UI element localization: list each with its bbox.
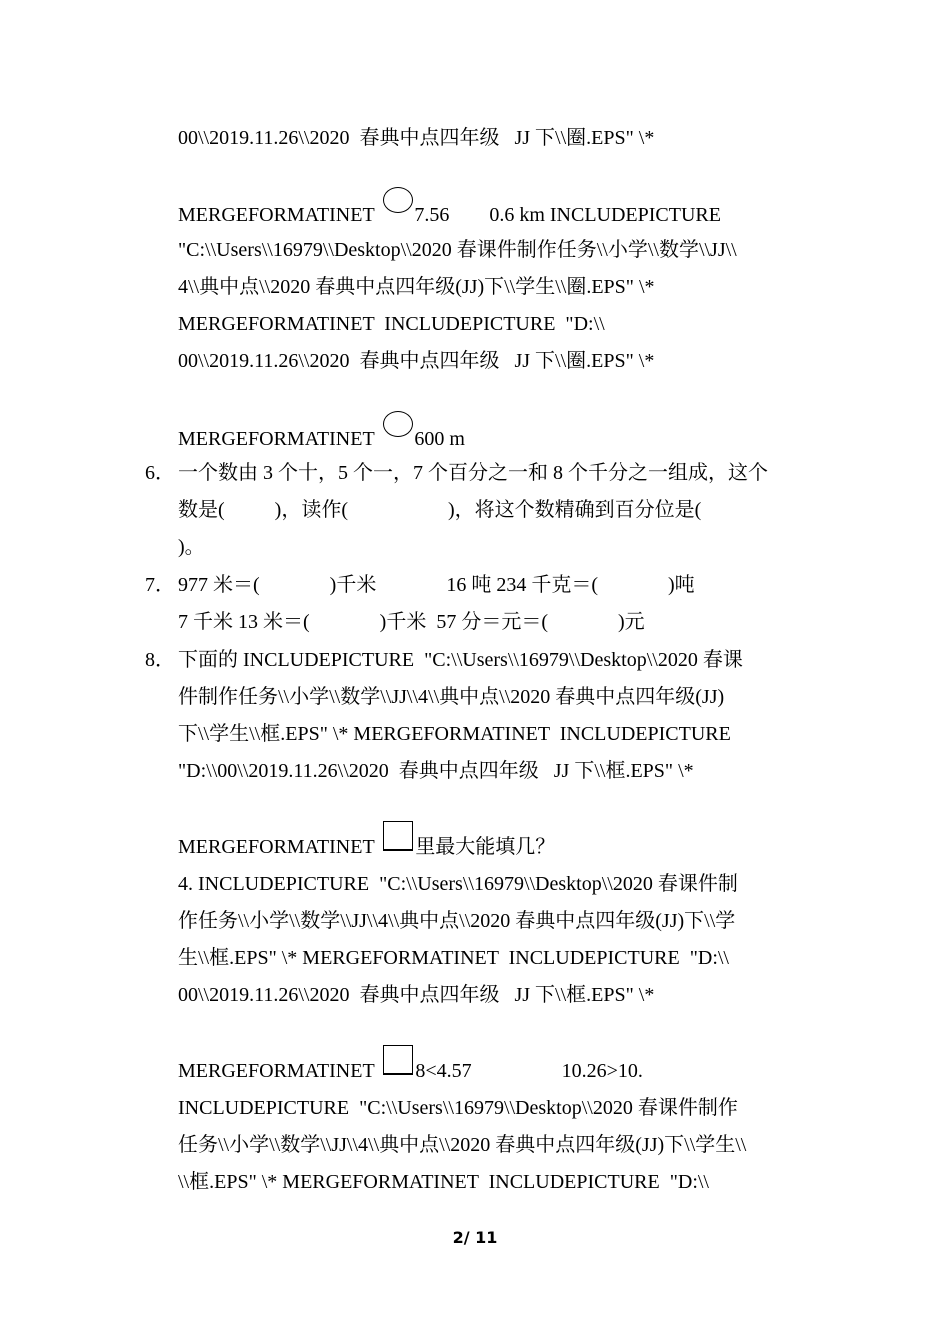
question-text: 数是( )，读作( )，将这个数精确到百分位是(: [178, 499, 702, 521]
text-line: 00\\2019.11.26\\2020 春典中点四年级 JJ 下\\圈.EPS" \*: [178, 350, 655, 372]
text-line: "C:\\Users\\16979\\Desktop\\2020 春课件制作任务\\小学\\数学\\JJ\\: [178, 239, 737, 261]
text-line: MERGEFORMATINET 7.56 0.6 km INCLUDEPICTURE: [178, 187, 721, 228]
question-text: 下面的 INCLUDEPICTURE "C:\\Users\\16979\\Desktop\\2020 春课: [178, 649, 743, 671]
question-text: "D:\\00\\2019.11.26\\2020 春典中点四年级 JJ 下\\框.EPS" \*: [178, 760, 694, 782]
text-line: MERGEFORMATINET 600 m: [178, 411, 465, 452]
text-line: 作任务\\小学\\数学\\JJ\\4\\典中点\\2020 春典中点四年级(JJ)下\\学: [178, 910, 736, 932]
text-line: 4. INCLUDEPICTURE "C:\\Users\\16979\\Desktop\\2020 春课件制: [178, 873, 738, 895]
text-line: 生\\框.EPS" \* MERGEFORMATINET INCLUDEPICTURE "D:\\: [178, 947, 729, 969]
circle-blank-icon: [383, 187, 413, 213]
text-line: INCLUDEPICTURE "C:\\Users\\16979\\Desktop\\2020 春课件制作: [178, 1097, 738, 1119]
square-blank-icon: [383, 1045, 413, 1075]
text-line: MERGEFORMATINET INCLUDEPICTURE "D:\\: [178, 313, 605, 335]
question-text: 977 米＝( )千米 16 吨 234 千克＝( )吨: [178, 574, 695, 596]
question-number: 7．: [145, 574, 175, 596]
page-number: 2/ 11: [452, 1228, 498, 1247]
text-line: \\框.EPS" \* MERGEFORMATINET INCLUDEPICTURE "D:\\: [178, 1171, 709, 1193]
text-line: MERGEFORMATINET 8<4.57 10.26>10.: [178, 1045, 643, 1084]
question-text: )。: [178, 536, 205, 558]
question-text: 件制作任务\\小学\\数学\\JJ\\4\\典中点\\2020 春典中点四年级(JJ): [178, 686, 725, 708]
text-line: 00\\2019.11.26\\2020 春典中点四年级 JJ 下\\框.EPS" \*: [178, 984, 655, 1006]
question-text: 7 千米 13 米＝( )千米 57 分＝元＝( )元: [178, 611, 645, 633]
question-number: 8．: [145, 649, 175, 671]
text-line: 00\\2019.11.26\\2020 春典中点四年级 JJ 下\\圈.EPS" \*: [178, 127, 655, 149]
text-line: 任务\\小学\\数学\\JJ\\4\\典中点\\2020 春典中点四年级(JJ)下\\学生\\: [178, 1134, 747, 1156]
question-text: 一个数由 3 个十，5 个一，7 个百分之一和 8 个千分之一组成，这个: [178, 462, 768, 484]
question-text: 下\\学生\\框.EPS" \* MERGEFORMATINET INCLUDEPICTURE: [178, 723, 731, 745]
question-text: MERGEFORMATINET 里最大能填几？: [178, 821, 555, 860]
question-number: 6．: [145, 462, 175, 484]
text-line: 4\\典中点\\2020 春典中点四年级(JJ)下\\学生\\圈.EPS" \*: [178, 276, 655, 298]
square-blank-icon: [383, 821, 413, 851]
circle-blank-icon: [383, 411, 413, 437]
